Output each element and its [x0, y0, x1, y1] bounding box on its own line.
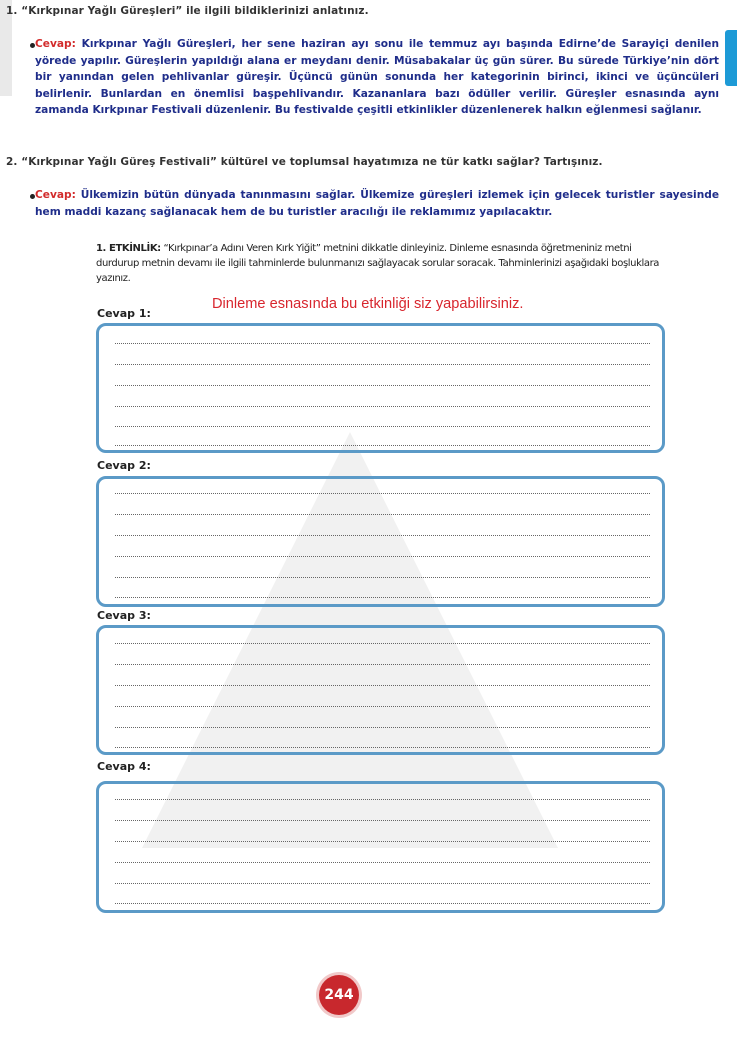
question-1: 1. “Kırkpınar Yağlı Güreşleri” ile ilgili bildiklerinizi anlatınız.	[6, 5, 369, 17]
writing-line	[115, 799, 650, 800]
answer-label-1: Cevap 1:	[97, 307, 151, 320]
activity-instructions	[96, 242, 675, 286]
answer-box-4[interactable]	[96, 781, 665, 913]
answer-label-4: Cevap 4:	[97, 760, 151, 773]
writing-line	[115, 493, 650, 494]
writing-line	[115, 820, 650, 821]
answer-label-3: Cevap 3:	[97, 609, 151, 622]
question-2: 2. “Kırkpınar Yağlı Güreş Festivali” kültürel ve toplumsal hayatımıza ne tür katkı sağlar? Tartışınız.	[6, 156, 603, 168]
answer-2-label: Cevap:	[35, 189, 76, 201]
writing-line	[115, 364, 650, 365]
writing-line	[115, 597, 650, 598]
writing-line	[115, 685, 650, 686]
answer-2-text: Ülkemizin bütün dünyada tanınmasını sağlar. Ülkemize güreşleri izlemek için gelecek turistler sayesinde hem maddi kazanç sağlanacak hem de bu turistler aracılığı ile reklamımız yapılacaktır.	[35, 189, 719, 218]
page-edge-tab	[725, 30, 737, 86]
writing-line	[115, 643, 650, 644]
answer-box-2[interactable]	[96, 476, 665, 607]
answer-label-2: Cevap 2:	[97, 459, 151, 472]
writing-line	[115, 727, 650, 728]
writing-line	[115, 841, 650, 842]
answer-1	[35, 36, 719, 119]
writing-line	[115, 406, 650, 407]
writing-line	[115, 343, 650, 344]
writing-line	[115, 556, 650, 557]
teacher-note: Dinleme esnasında bu etkinliği siz yapabilirsiniz.	[212, 296, 524, 312]
writing-line	[115, 514, 650, 515]
activity-text: “Kırkpınar’a Adını Veren Kırk Yiğit” metnini dikkatle dinleyiniz. Dinleme esnasında öğretmeniniz metni durdurup metnin devamı ile ilgili tahminlerde bulunmanızı sağlayacak sorular soracak. Tahminlerinizi aşağıdaki boşluklara yazınız.	[96, 243, 660, 284]
writing-line	[115, 385, 650, 386]
writing-line	[115, 706, 650, 707]
writing-line	[115, 535, 650, 536]
answer-1-label: Cevap:	[35, 38, 76, 50]
answer-1-text: Kırkpınar Yağlı Güreşleri, her sene haziran ayı sonu ile temmuz ayı başında Edirne’de Sarayiçi denilen yörede yapılır. Güreşlerin yapıldığı alana er meydanı denir. Müsabakalar üç gün sürer. Bu sürede Türkiye’nin dört bir yanından gelen pehlivanlar güreşir. Üçüncü günün sonunda her kategorinin birinci, ikinci ve üçüncüleri belirlenir. Bunlardan en önemlisi başpehlivandır. Kazananlara bazı ödüller verilir. Güreşler esnasında aynı zamanda Kırkpınar Festivali düzenlenir. Bu festivalde çeşitli etkinlikler düzenlenerek halkın eğlenmesi sağlanır.	[35, 38, 719, 117]
writing-line	[115, 664, 650, 665]
writing-line	[115, 903, 650, 904]
writing-line	[115, 747, 650, 748]
page-number-badge: 244	[319, 975, 359, 1015]
answer-box-1[interactable]	[96, 323, 665, 453]
activity-label: 1. ETKİNLİK:	[96, 243, 161, 254]
answer-2	[35, 187, 719, 220]
writing-line	[115, 426, 650, 427]
writing-line	[115, 577, 650, 578]
writing-line	[115, 862, 650, 863]
answer-box-3[interactable]	[96, 625, 665, 755]
writing-line	[115, 883, 650, 884]
writing-line	[115, 445, 650, 446]
